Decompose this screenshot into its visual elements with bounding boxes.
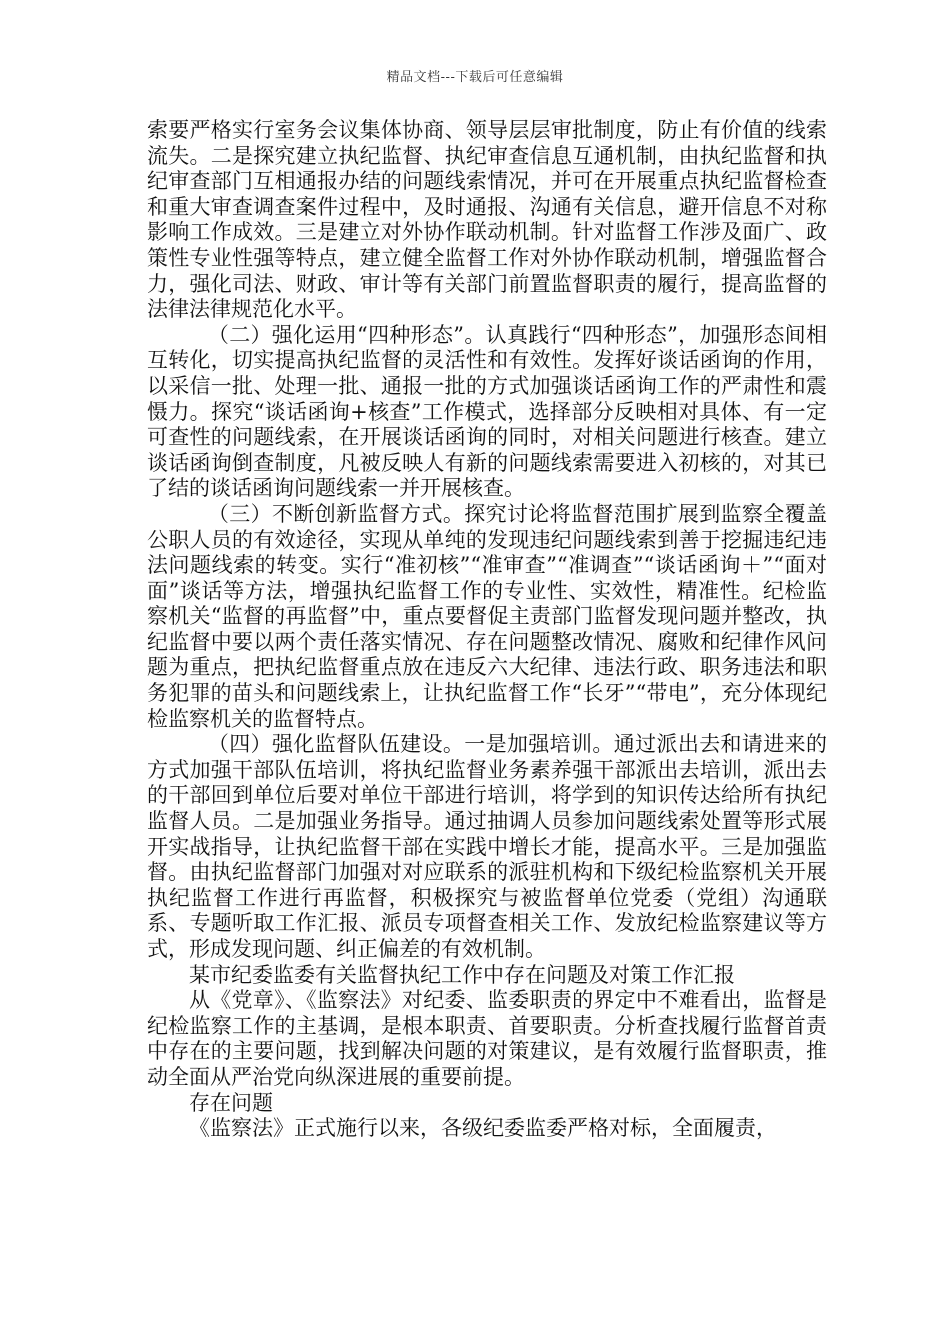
document-body bbox=[147, 118, 827, 1142]
report-title: 某市纪委监委有关监督执纪工作中存在问题及对策工作汇报 bbox=[189, 962, 735, 987]
paragraph-intro: 从《党章》、《监察法》对纪委、监委职责的界定中不难看出，监督是纪检监察工作的主基调，是根本职责、首要职责。分析查找履行监督首责中存在的主要问题，找到解决问题的对策建议，是有效履行监督职责，推动全面从严治党向纵深进展的重要前提。 bbox=[147, 988, 827, 1089]
paragraph-section-4: （四）强化监督队伍建设。一是加强培训。通过派出去和请进来的方式加强干部队伍培训，将执纪监督业务素养强干部派出去培训，派出去的干部回到单位后要对单位干部进行培训，将学到的知识传达给所有执纪监督人员。二是加强业务指导。通过抽调人员参加问题线索处置等形式展开实战指导，让执纪监督干部在实践中增长才能，提高水平。三是加强监督。由执纪监督部门加强对对应联系的派驻机构和下级纪检监察机关开展执纪监督工作进行再监督，积极探究与被监督单位党委（党组）沟通联系、专题听取工作汇报、派员专项督查相关工作、发放纪检监察建议等方式，形成发现问题、纠正偏差的有效机制。 bbox=[147, 732, 827, 961]
paragraph-continuation: 索要严格实行室务会议集体协商、领导层层审批制度，防止有价值的线索流失。二是探究建立执纪监督、执纪审查信息互通机制，由执纪监督和执纪审查部门互相通报办结的问题线索情况，并可在开展重点执纪监督检查和重大审查调查案件过程中，及时通报、沟通有关信息，避开信息不对称影响工作成效。三是建立对外协作联动机制。针对监督工作涉及面广、政策性专业性强等特点，建立健全监督工作对外协作联动机制，增强监督合力，强化司法、财政、审计等有关部门前置监督职责的履行，提高监督的法律法律规范化水平。 bbox=[147, 118, 827, 322]
section-heading-problems: 存在问题 bbox=[189, 1090, 273, 1115]
page-header: 精品文档---下载后可任意编辑 bbox=[386, 70, 564, 85]
paragraph-section-2: （二）强化运用“四种形态”。认真践行“四种形态”，加强形态间相互转化，切实提高执纪监督的灵活性和有效性。发挥好谈话函询的作用，以采信一批、处理一批、通报一批的方式加强谈话函询工作的严肃性和震慑力。探究“谈话函询+核查”工作模式，选择部分反映相对具体、有一定可查性的问题线索，在开展谈话函询的同时，对相关问题进行核查。建立谈话函询倒查制度，凡被反映人有新的问题线索需要进入初核的，对其已了结的谈话函询问题线索一并开展核查。 bbox=[147, 322, 827, 501]
paragraph-section-3: （三）不断创新监督方式。探究讨论将监督范围扩展到监察全覆盖公职人员的有效途径，实现从单纯的发现违纪问题线索到善于挖掘违纪违法问题线索的转变。实行“准初核”“准审查”“准调查”“谈话函询＋”“面对面”谈话等方法，增强执纪监督工作的专业性、实效性，精准性。纪检监察机关“监督的再监督”中，重点要督促主责部门监督发现问题并整改，执纪监督中要以两个责任落实情况、存在问题整改情况、腐败和纪律作风问题为重点，把执纪监督重点放在违反六大纪律、违法行政、职务违法和职务犯罪的苗头和问题线索上，让执纪监督工作“长牙”“带电”，充分体现纪检监察机关的监督特点。 bbox=[147, 501, 827, 731]
paragraph-problems-start: 《监察法》正式施行以来，各级纪委监委严格对标，全面履责， bbox=[189, 1116, 777, 1141]
